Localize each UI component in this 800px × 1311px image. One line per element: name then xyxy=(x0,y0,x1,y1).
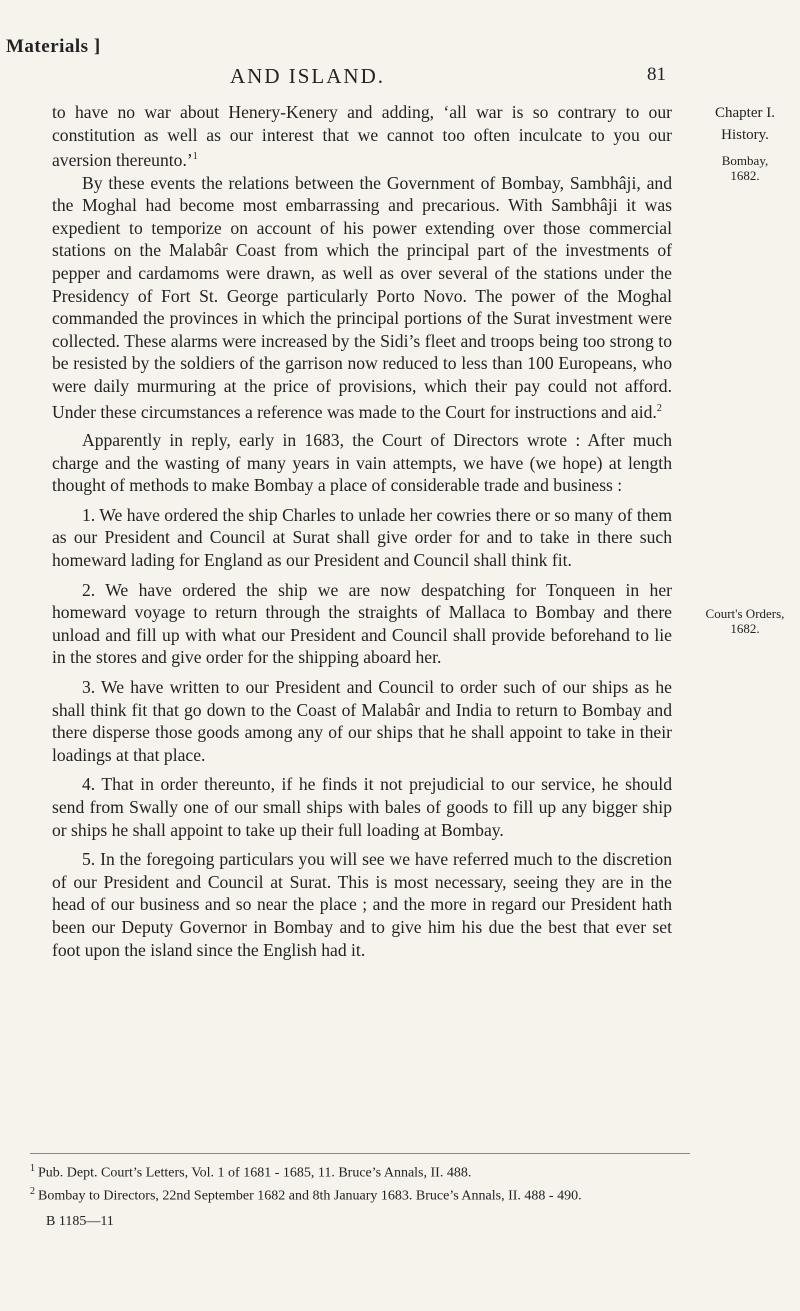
footnote-mark: 1 xyxy=(30,1163,35,1174)
paragraph-3: Apparently in reply, early in 1683, the Court of Directors wrote : After much charge and the wasting of many years in vain attempts, we have (we hope) at length thought of methods to make Bombay a place of considerable trade and business : xyxy=(52,430,672,496)
printer-signature: B 1185—11 xyxy=(46,1214,114,1229)
list-item-3: 3. We have written to our President and Council to order such of our ships as he shall think fit that go down to the Coast of Malabâr and India to return to Bombay and there disperse those goods among any of our ships that he shall appoint to take in their loadings at that place. xyxy=(52,676,672,765)
margin-note-history: History. xyxy=(721,127,769,143)
list-item-5: 5. In the foregoing particulars you will see we have referred much to the discretion of our President and Council at Surat. This is most necessary, seeing they are in the head of our business and so near the place ; and the more in regard our President hath been our Deputy Governor in Bombay and to give him his due the best that ever set foot upon the island since the English had it. xyxy=(52,849,672,960)
footnote-ref: 2 xyxy=(656,402,662,414)
list-item-2: 2. We have ordered the ship we are now despatching for Tonqueen in her homeward voyage to return through the straights of Mallaca to Bombay and there unload and fill up with what our President and Council shall provide beforehand to lie in the stores and give order for the shipping aboard her. xyxy=(52,579,672,668)
margin-note-court-orders: Court's Orders, xyxy=(705,606,785,621)
margin-note-court-orders-year: 1682. xyxy=(730,621,760,636)
margin-note-chapter: Chapter I. xyxy=(715,105,775,121)
margin-note-place: Bombay, xyxy=(721,153,769,168)
footnote-divider xyxy=(30,1153,690,1154)
margin-note-year: 1682. xyxy=(730,168,760,183)
page-number: 81 xyxy=(647,64,666,85)
paragraph-1: to have no war about Henery-Kenery and adding, ‘all war is so contrary to our constitution as well as our interest that we cannot too often inculcate to you our aversion thereunto.’$^1$ xyxy=(52,102,672,171)
footnote-1: $^1$ Pub. Dept. Court’s Letters, Vol. 1 of 1681 - 1685, 11. Bruce’s Annals, II. 488. xyxy=(30,1163,472,1181)
paragraph-2: By these events the relations between the Government of Bombay, Sambhâji, and the Moghal had become most embarrassing and precarious. With Sambhâji it was expedient to temporize on account of his power extending over those commercial stations on the Malabâr Coast from which the principal part of the investments of pepper and cardamoms were drawn, as well as over several of the stations under the Presidency of Fort St. George particularly Porto Novo. The power of the Moghal commanded the provinces in which the principal portions of the Surat investment were collected. These alarms were increased by the Sidi’s fleet and troops being too strong to be resisted by the soldiers of the garrison now reduced to less than 100 Europeans, who were daily murmuring at the price of provisions, which their pay could not afford. Under these circumstances a reference was made to the Court for instructions and aid.$^2$ xyxy=(52,172,672,422)
footnote-ref: 1 xyxy=(192,151,198,163)
list-item-4: 4. That in order thereunto, if he finds it not prejudicial to our service, he should send from Swally one of our small ships with bales of goods to fill up any bigger ship or ships he shall appoint to take up their full loading at Bombay. xyxy=(52,774,672,840)
footnote-mark: 2 xyxy=(30,1185,35,1197)
main-text xyxy=(52,101,672,961)
footnotes xyxy=(30,1160,690,1205)
running-header-title: AND ISLAND. xyxy=(230,64,385,88)
footnote-2: $^2$ Bombay to Directors, 22nd September 1682 and 8th January 1683. Bruce’s Annals, II. 488 - 490. xyxy=(30,1185,582,1204)
list-item-1: 1. We have ordered the ship Charles to unlade her cowries there or so many of them as our President and Council at Surat shall give order for and to take in there such homeward lading for England as our President and Council shall think fit. xyxy=(52,504,672,570)
running-header-left: Materials ] xyxy=(6,36,101,57)
